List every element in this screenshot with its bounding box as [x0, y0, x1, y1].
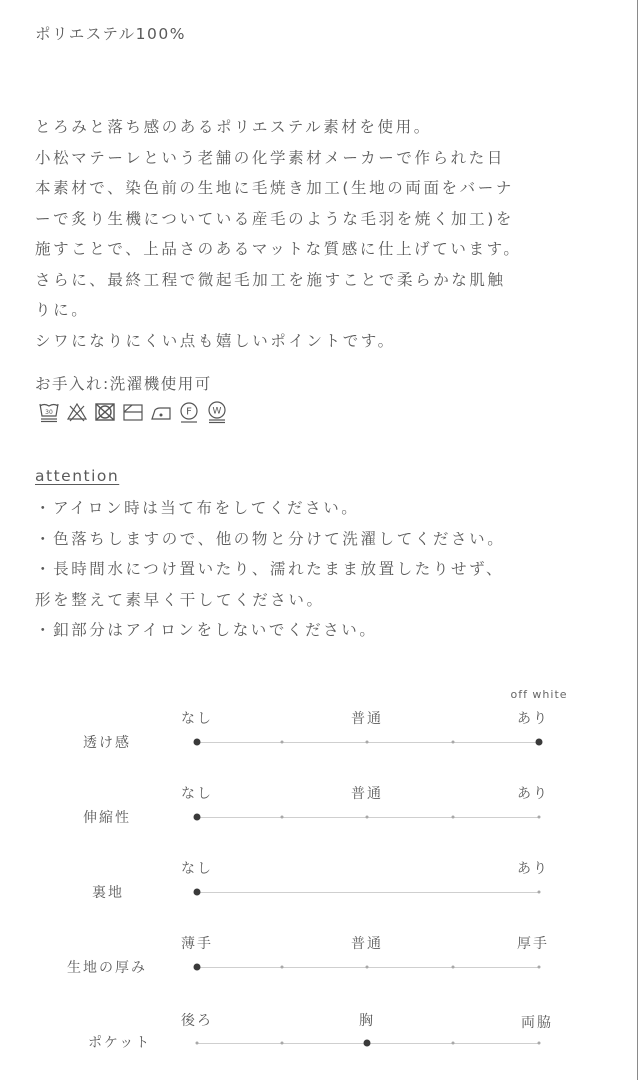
scale-point	[538, 1042, 541, 1045]
scale-pocket	[0, 988, 639, 1051]
scale-label: ポケット	[88, 1035, 152, 1051]
scale-label: 伸縮性	[83, 810, 131, 826]
scale-point	[281, 816, 284, 819]
description-line: 小松マテーレという老舗の化学素材メーカーで作られた日	[35, 148, 505, 167]
care-symbols	[38, 400, 228, 424]
attention-heading: attention	[35, 467, 120, 485]
attention-item: ・長時間水につけ置いたり、濡れたまま放置したりせず、	[35, 560, 505, 578]
attention-item: ・釦部分はアイロンをしないでください。	[35, 621, 378, 639]
scale-point	[196, 1042, 199, 1045]
scale-point	[366, 966, 369, 969]
scale-point-selected	[194, 814, 201, 821]
scale-stretch	[0, 763, 639, 826]
tick-label-mid: 普通	[351, 936, 383, 952]
tick-label-min: なし	[181, 786, 213, 802]
scale-point	[366, 741, 369, 744]
description-line: 本素材で、染色前の生地に毛焼き加工(生地の両面をバーナ	[35, 179, 514, 197]
line-dry-shade-icon	[122, 400, 144, 424]
care-instructions-label: お手入れ:洗濯機使用可	[35, 375, 212, 393]
tick-label-max: あり	[517, 861, 549, 877]
tick-label-min: なし	[181, 711, 213, 727]
scale-point-selected	[194, 964, 201, 971]
attention-item: 形を整えて素早く干してください。	[35, 590, 325, 609]
wet-clean-w-icon	[206, 400, 228, 424]
scale-point	[366, 816, 369, 819]
tick-label-min: なし	[181, 861, 213, 877]
description-line: とろみと落ち感のあるポリエステル素材を使用。	[35, 118, 432, 136]
svg-text:30: 30	[45, 409, 53, 416]
description-line: さらに、最終工程で微起毛加工を施すことで柔らかな肌触	[35, 270, 506, 289]
tick-label-max: 厚手	[517, 936, 549, 952]
svg-text:W: W	[212, 406, 222, 417]
tick-label-max: 両脇	[521, 1015, 553, 1031]
scale-point-selected	[536, 739, 543, 746]
tick-label-min: 薄手	[181, 936, 213, 952]
scale-track	[197, 892, 539, 893]
color-note: off white	[510, 688, 568, 701]
scale-point	[452, 816, 455, 819]
tick-label-mid: 胸	[359, 1013, 375, 1029]
attention-item: ・アイロン時は当て布をしてください。	[35, 499, 360, 517]
scale-point-selected	[194, 889, 201, 896]
scale-lining	[0, 838, 639, 901]
scale-point-selected	[194, 739, 201, 746]
tick-label-mid: 普通	[351, 786, 383, 802]
tick-label-min: 後ろ	[181, 1013, 213, 1029]
scale-point	[538, 966, 541, 969]
description-line: 施すことで、上品さのあるマットな質感に仕上げています。	[35, 240, 522, 258]
tick-label-max: あり	[517, 711, 549, 727]
scale-label: 透け感	[83, 735, 131, 751]
material-composition: ポリエステル100%	[35, 25, 186, 43]
scale-point	[538, 891, 541, 894]
scale-point	[452, 966, 455, 969]
tick-label-max: あり	[517, 786, 549, 802]
description-line: ーで炙り生機についている産毛のような毛羽を焼く加工)を	[35, 209, 514, 228]
description-line: シワになりにくい点も嬉しいポイントです。	[35, 331, 396, 350]
svg-text:F: F	[186, 406, 192, 418]
scale-point	[452, 1042, 455, 1045]
no-tumble-dry-icon	[94, 400, 116, 424]
iron-low-icon	[150, 400, 172, 424]
description-line: りに。	[35, 301, 90, 319]
attention-item: ・色落ちしますので、他の物と分けて洗濯してください。	[35, 529, 506, 548]
scale-point	[452, 741, 455, 744]
scale-label: 裏地	[92, 885, 124, 901]
attention-list	[35, 493, 505, 646]
scale-label: 生地の厚み	[67, 960, 147, 976]
scale-thickness	[0, 913, 639, 976]
tick-label-mid: 普通	[351, 711, 383, 727]
scale-point	[281, 741, 284, 744]
scale-point	[281, 966, 284, 969]
scale-point	[538, 816, 541, 819]
product-description	[35, 112, 615, 356]
scale-point-selected	[364, 1040, 371, 1047]
wash-30-gentle-icon	[38, 400, 60, 424]
no-bleach-icon	[66, 400, 88, 424]
scale-transparency	[0, 688, 639, 751]
scale-point	[281, 1042, 284, 1045]
dry-clean-f-icon	[178, 400, 200, 424]
